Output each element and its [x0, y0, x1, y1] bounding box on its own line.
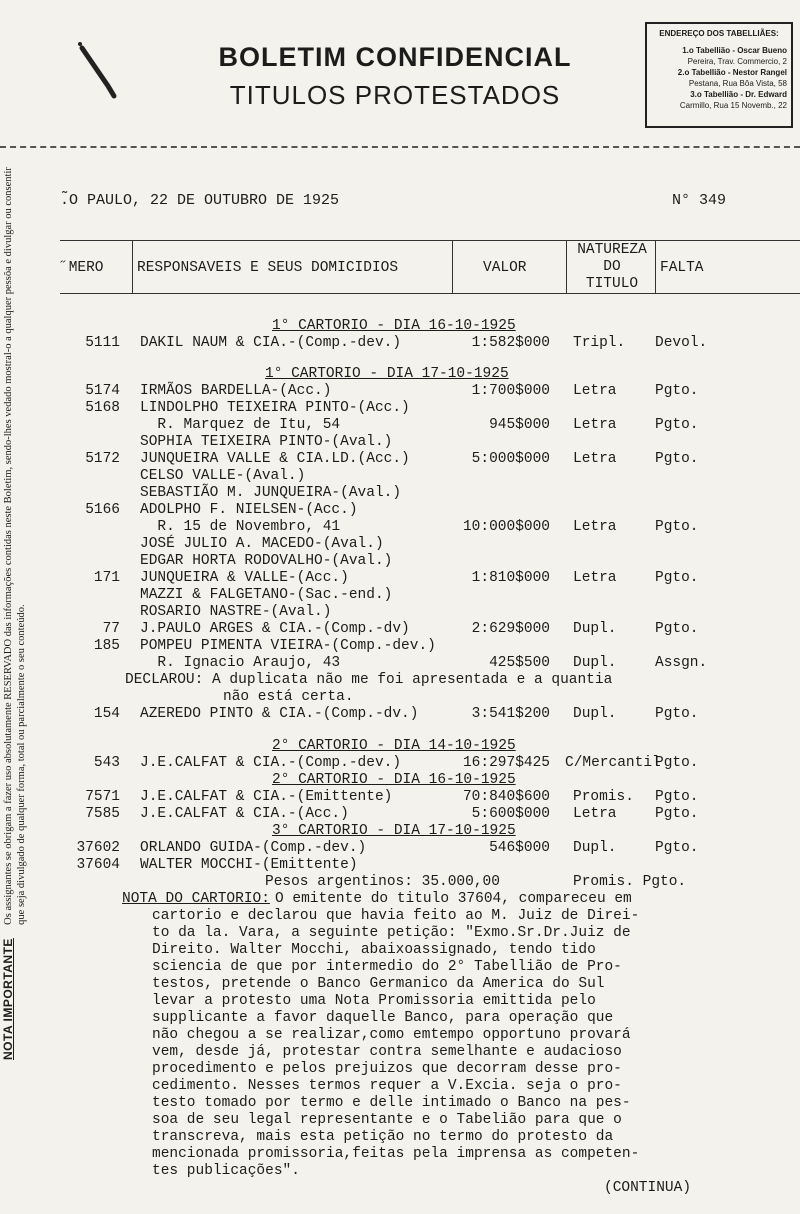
dateline: .̃O PAULO, 22 DE OUTUBRO DE 1925 [60, 192, 340, 209]
address-line: 3.o Tabellião - Dr. Edward [690, 90, 787, 99]
cartorio-section-heading: 3° CARTORIO - DIA 17-10-1925 [272, 823, 516, 839]
ink-stroke-mark [78, 42, 118, 102]
address-line: Pereira, Trav. Commercio, 2 [687, 57, 787, 66]
record-status: Pgto. [655, 417, 699, 433]
record-title-type: Dupl. [573, 840, 617, 856]
nota-line: testos, pretende o Banco Germanico da America do Sul [152, 976, 605, 992]
record-party: JUNQUEIRA VALLE & CIA.LD.(Acc.) [140, 451, 410, 467]
column-divider [655, 240, 656, 294]
record-party: ADOLPHO F. NIELSEN-(Acc.) [140, 502, 358, 518]
record-number: 5166 [85, 502, 120, 518]
record-note: Pesos argentinos: 35.000,00 [265, 874, 500, 890]
record-party: R. 15 de Novembro, 41 [140, 519, 341, 535]
cartorio-section-heading: 1° CARTORIO - DIA 17-10-1925 [265, 366, 509, 382]
record-number: 5168 [85, 400, 120, 416]
record-number: 5174 [85, 383, 120, 399]
record-value: 5:000$000 [471, 451, 550, 467]
record-title-type: Letra [573, 383, 617, 399]
col-header-falta: FALTA [660, 260, 704, 276]
record-party: EDGAR HORTA RODOVALHO-(Aval.) [140, 553, 393, 569]
record-value: 70:840$600 [462, 789, 550, 805]
record-party: ORLANDO GUIDA-(Comp.-dev.) [140, 840, 367, 856]
continua-label: (CONTINUA) [604, 1180, 692, 1196]
address-heading: ENDEREÇO DOS TABELLIÃES: [659, 29, 779, 38]
record-party: CELSO VALLE-(Aval.) [140, 468, 306, 484]
record-value: 5:600$000 [471, 806, 550, 822]
col-header-responsaveis: RESPONSAVEIS E SEUS DOMICIDIOS [137, 260, 399, 276]
record-title-type: Dupl. [573, 706, 617, 722]
record-note: DECLAROU: A duplicata não me foi apresentada e a quantia [125, 672, 613, 688]
record-number: 37602 [76, 840, 120, 856]
record-party: WALTER MOCCHI-(Emittente) [140, 857, 358, 873]
nota-line: O emitente do titulo 37604, compareceu em [275, 891, 632, 907]
header-divider [0, 146, 800, 148]
col-header-numero: ˝MERO [60, 260, 104, 276]
record-title-type: Letra [573, 417, 617, 433]
col-header-natureza: DO [603, 259, 621, 275]
record-number: 171 [93, 570, 120, 586]
record-title-type: Letra [573, 451, 617, 467]
record-title-type: Promis. [573, 789, 634, 805]
record-status: Pgto. [655, 840, 699, 856]
column-divider [566, 240, 567, 294]
record-value: 2:629$000 [471, 621, 550, 637]
nota-label: NOTA DO CARTORIO: [122, 891, 270, 907]
nota-line: supplicante a favor daquelle Banco, para operação que [152, 1010, 614, 1026]
record-status: Pgto. [655, 570, 699, 586]
column-divider [452, 240, 453, 294]
record-value: 1:810$000 [471, 570, 550, 586]
notary-address-box [645, 22, 793, 128]
record-party: MAZZI & FALGETANO-(Sac.-end.) [140, 587, 393, 603]
cartorio-section-heading: 2° CARTORIO - DIA 14-10-1925 [272, 738, 516, 754]
cartorio-section-heading: 1° CARTORIO - DIA 16-10-1925 [272, 318, 516, 334]
address-line: Pestana, Rua Bôa Vista, 58 [688, 79, 787, 88]
record-status: Pgto. [655, 621, 699, 637]
record-status: Pgto. [655, 519, 699, 535]
record-title-type: Letra [573, 519, 617, 535]
record-title-type: Dupl. [573, 621, 617, 637]
bulletin-number: N° 349 [672, 192, 727, 209]
side-note-label: NOTA IMPORTANTE [1, 938, 15, 1060]
nota-line: sciencia de que por intermedio do 2° Tabellião de Pro- [152, 959, 622, 975]
record-value: 945$000 [489, 417, 550, 433]
side-note-body: Os assignantes se obrigam a fazer uso absolutamente RESERVADO das informações contidas neste Boletim, sendo-lhes vedado mostral-o a qualquer pessôa e divulgar ou consentir que seja divulgado de qualquer forma, total ou parcialmente o seu conteúdo. [3, 167, 27, 925]
nota-line: transcreva, mais esta petição no termo do protesto da [152, 1129, 614, 1145]
address-line: 2.o Tabellião - Nestor Rangel [677, 68, 787, 77]
col-header-natureza: NATUREZA [577, 242, 647, 258]
record-value: 425$500 [489, 655, 550, 671]
record-title-type: Dupl. [573, 655, 617, 671]
side-note-text [1, 167, 28, 1060]
nota-line: cedimento. Nesses termos requer a V.Excia. seja o pro- [152, 1078, 622, 1094]
record-number: 154 [93, 706, 120, 722]
record-value: 546$000 [489, 840, 550, 856]
record-party: SEBASTIÃO M. JUNQUEIRA-(Aval.) [140, 485, 402, 501]
table-header-bottom-rule [60, 293, 800, 294]
record-party: AZEREDO PINTO & CIA.-(Comp.-dv.) [140, 706, 419, 722]
record-value: 1:582$000 [471, 335, 550, 351]
nota-line: levar a protesto uma Nota Promissoria emittida pelo [152, 993, 596, 1009]
address-line: 1.o Tabellião - Oscar Bueno [682, 46, 787, 55]
record-status: Pgto. [655, 789, 699, 805]
record-party: J.E.CALFAT & CIA.-(Emittente) [140, 789, 393, 805]
record-party: DAKIL NAUM & CIA.-(Comp.-dev.) [140, 335, 402, 351]
record-status: Pgto. [655, 806, 699, 822]
nota-line: vem, desde já, protestar contra semelhante e audacioso [152, 1044, 622, 1060]
record-number: 5172 [85, 451, 120, 467]
nota-line: testo tomado por termo e delle intimado o Banco na pes- [152, 1095, 631, 1111]
cartorio-section-heading: 2° CARTORIO - DIA 16-10-1925 [272, 772, 516, 788]
nota-line: tes publicações". [152, 1163, 300, 1179]
nota-line: cartorio e declarou que havia feito ao M. Juiz de Direi- [152, 908, 640, 924]
address-line: Carmillo, Rua 15 Novemb., 22 [679, 101, 787, 110]
record-value: 1:700$000 [471, 383, 550, 399]
record-party: J.E.CALFAT & CIA.-(Comp.-dev.) [140, 755, 402, 771]
record-title-type: Tripl. [573, 335, 626, 351]
record-party: J.PAULO ARGES & CIA.-(Comp.-dv) [140, 621, 410, 637]
bulletin-subtitle: TITULOS PROTESTADOS [229, 80, 561, 110]
record-party: JOSÉ JULIO A. MACEDO-(Aval.) [140, 536, 384, 552]
record-value: 10:000$000 [462, 519, 550, 535]
record-number: 37604 [76, 857, 120, 873]
record-number: 543 [93, 755, 120, 771]
record-status: Assgn. [655, 655, 708, 671]
bulletin-title: BOLETIM CONFIDENCIAL [218, 42, 572, 72]
record-party: LINDOLPHO TEIXEIRA PINTO-(Acc.) [140, 400, 410, 416]
record-value: 3:541$200 [471, 706, 550, 722]
table-header-top-rule [60, 240, 800, 241]
record-title-type: C/Mercantil [565, 755, 661, 771]
nota-line: procedimento e pelos prejuizos que decorram desse pro- [152, 1061, 622, 1077]
col-header-natureza: TITULO [585, 276, 639, 292]
record-status: Pgto. [655, 706, 699, 722]
record-title-type: Promis. Pgto. [573, 874, 687, 890]
nota-line: mencionada promissoria,feitas pela imprensa as competen- [152, 1146, 640, 1162]
record-status: Pgto. [655, 755, 699, 771]
record-number: 185 [93, 638, 120, 654]
record-party: JUNQUEIRA & VALLE-(Acc.) [140, 570, 349, 586]
record-title-type: Letra [573, 570, 617, 586]
record-note: não está certa. [223, 689, 354, 705]
record-number: 5111 [85, 335, 120, 351]
nota-line: to da la. Vara, a seguinte petição: "Exmo.Sr.Dr.Juiz de [152, 925, 631, 941]
side-note [1, 167, 42, 1060]
col-header-valor: VALOR [483, 260, 527, 276]
nota-line: soa de seu legal representante e o Tabelião para que o [152, 1112, 622, 1128]
column-divider [132, 240, 133, 294]
nota-line: Direito. Walter Mocchi, abaixoassignado, tendo tido [152, 942, 596, 958]
record-status: Pgto. [655, 383, 699, 399]
record-status: Devol. [655, 335, 708, 351]
record-number: 7585 [85, 806, 120, 822]
nota-line: não chegou a se realizar,como emtempo opportuno provará [152, 1027, 631, 1043]
record-number: 77 [102, 621, 120, 637]
record-party: J.E.CALFAT & CIA.-(Acc.) [140, 806, 349, 822]
record-status: Pgto. [655, 451, 699, 467]
record-title-type: Letra [573, 806, 617, 822]
record-party: R. Marquez de Itu, 54 [140, 417, 341, 433]
record-value: 16:297$425 [462, 755, 550, 771]
record-party: ROSARIO NASTRE-(Aval.) [140, 604, 332, 620]
record-party: SOPHIA TEIXEIRA PINTO-(Aval.) [140, 434, 393, 450]
record-party: R. Ignacio Araujo, 43 [140, 655, 341, 671]
record-party: POMPEU PIMENTA VIEIRA-(Comp.-dev.) [140, 638, 436, 654]
record-number: 7571 [85, 789, 120, 805]
record-party: IRMÃOS BARDELLA-(Acc.) [140, 383, 332, 399]
